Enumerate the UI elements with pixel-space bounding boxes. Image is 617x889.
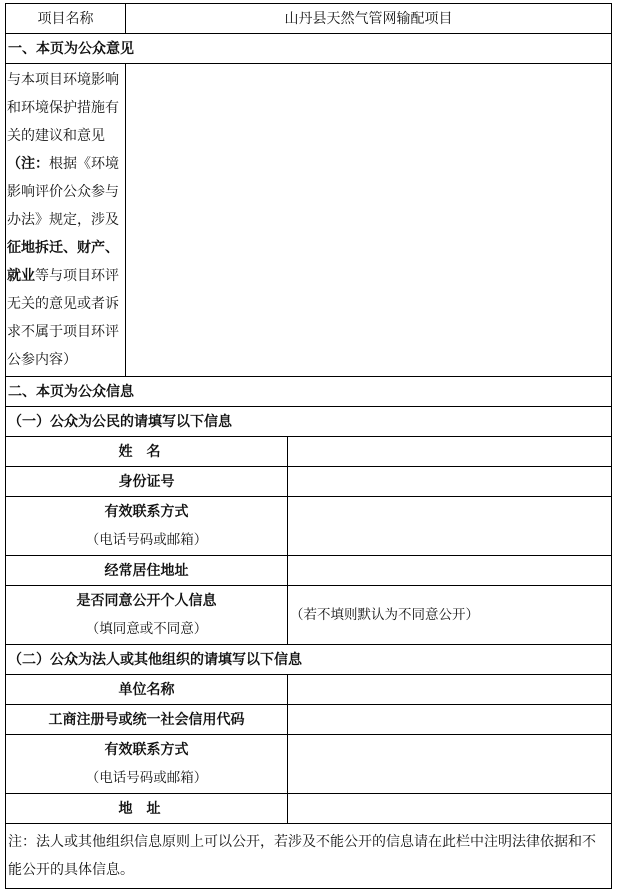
opinion-label-note-prefix: （注：	[7, 156, 49, 172]
org-contact-label-cell	[6, 735, 288, 794]
citizen-address-input[interactable]	[288, 556, 612, 586]
citizen-name-input[interactable]	[288, 437, 612, 467]
org-contact-label: 有效联系方式	[104, 742, 189, 758]
citizen-id-input[interactable]	[288, 467, 612, 497]
project-name-row	[6, 4, 612, 34]
section-2-header-row	[6, 377, 612, 407]
org-address-label: 地址	[6, 794, 288, 824]
citizen-name-label: 姓名	[6, 437, 288, 467]
citizen-contact-input[interactable]	[288, 497, 612, 556]
opinion-input-area[interactable]	[126, 64, 612, 377]
org-header-row	[6, 645, 612, 675]
org-contact-hint: （电话号码或邮箱）	[85, 770, 208, 786]
citizen-contact-hint: （电话号码或邮箱）	[85, 532, 208, 548]
org-address-input[interactable]	[288, 794, 612, 824]
opinion-row	[6, 64, 612, 377]
section-2-title: 二、本页为公众信息	[6, 377, 612, 407]
citizen-address-row	[6, 556, 612, 586]
project-name-value: 山丹县天然气管网输配项目	[126, 4, 612, 34]
org-reg-input[interactable]	[288, 705, 612, 735]
org-reg-row	[6, 705, 612, 735]
citizen-consent-hint: （填同意或不同意）	[85, 621, 208, 637]
section-1-header-row	[6, 34, 612, 64]
org-section-title: （二）公众为法人或其他组织的请填写以下信息	[6, 645, 612, 675]
citizen-section-title: （一）公众为公民的请填写以下信息	[6, 407, 612, 437]
section-1-title: 一、本页为公众意见	[6, 34, 612, 64]
org-contact-input[interactable]	[288, 735, 612, 794]
citizen-contact-label: 有效联系方式	[104, 504, 189, 520]
opinion-label-emphasis: 征地拆迁、财产、就业	[7, 240, 119, 284]
org-unit-row	[6, 675, 612, 705]
note-row	[6, 824, 612, 889]
citizen-consent-label-cell	[6, 586, 288, 645]
opinion-label-text-2: 根据《环境影响评价公众参与办法》规定，涉及	[7, 156, 119, 228]
org-address-row	[6, 794, 612, 824]
citizen-address-label: 经常居住地址	[6, 556, 288, 586]
org-reg-label: 工商注册号或统一社会信用代码	[6, 705, 288, 735]
org-unit-input[interactable]	[288, 675, 612, 705]
citizen-header-row	[6, 407, 612, 437]
opinion-label	[6, 64, 126, 377]
opinion-label-text-3: 等与项目环评无关的意见或者诉求不属于项目环评公参内容）	[7, 268, 119, 368]
project-name-label: 项目名称	[6, 4, 126, 34]
citizen-consent-input[interactable]: （若不填则默认为不同意公开）	[288, 586, 612, 645]
citizen-consent-label: 是否同意公开个人信息	[76, 593, 217, 609]
opinion-label-text-1: 与本项目环境影响和环境保护措施有关的建议和意见	[7, 72, 119, 144]
org-contact-row	[6, 735, 612, 794]
citizen-contact-row	[6, 497, 612, 556]
citizen-id-row	[6, 467, 612, 497]
citizen-id-label: 身份证号	[6, 467, 288, 497]
public-opinion-form	[5, 3, 612, 889]
citizen-contact-label-cell	[6, 497, 288, 556]
citizen-consent-row	[6, 586, 612, 645]
citizen-name-row	[6, 437, 612, 467]
org-unit-label: 单位名称	[6, 675, 288, 705]
org-disclosure-note: 注：法人或其他组织信息原则上可以公开，若涉及不能公开的信息请在此栏中注明法律依据和不能公开的具体信息。	[6, 824, 612, 889]
